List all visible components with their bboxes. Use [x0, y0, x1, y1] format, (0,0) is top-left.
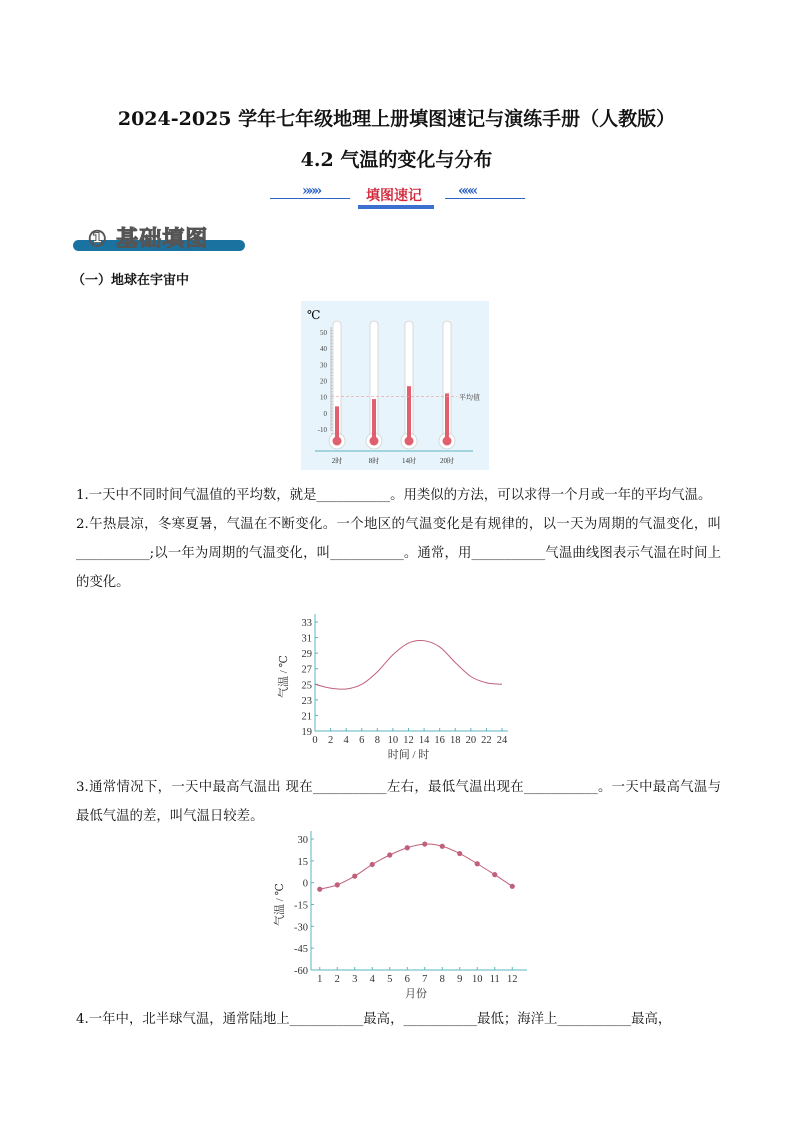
document-title: 2024-2025 学年七年级地理上册填图速记与演练手册（人教版）: [117, 108, 676, 130]
x-tick-label: 2: [334, 974, 340, 985]
y-tick-label: 29: [301, 649, 312, 661]
x-tick-label: 18: [450, 735, 461, 746]
x-tick-label: 3: [352, 974, 358, 985]
question-4: 4.一年中，北半球气温，通常陆地上___________最高，___________最低；海洋上___________最高，: [76, 1012, 672, 1027]
y-tick-label: 27: [301, 664, 312, 676]
figure-background: [301, 301, 489, 470]
x-tick-label: 7: [422, 974, 428, 985]
data-point: [352, 874, 357, 879]
time-label: 14时: [402, 457, 416, 465]
data-point: [317, 887, 322, 892]
thermometer-figure: [301, 301, 489, 470]
time-label: 2时: [331, 457, 343, 465]
y-tick-label: 15: [297, 856, 308, 868]
question-1: 1.一天中不同时间气温值的平均数，就是___________。用类似的方法，可以求得一个月或一年的平均气温。: [76, 488, 712, 503]
data-point: [475, 861, 480, 866]
data-point: [510, 884, 515, 889]
x-tick-label: 4: [369, 974, 375, 985]
y-tick-label: 23: [301, 695, 312, 707]
x-tick-label: 9: [457, 974, 463, 985]
y-tick-label: -45: [294, 944, 308, 956]
question-2: 2.午热晨凉，冬寒夏暑，气温在不断变化。一个地区的气温变化是有规律的，以一天为周期的气温变化，叫___________;以一年为周期的气温变化，叫___________。通常，用___________气温曲线图表示气温在时间上的变化。: [76, 517, 721, 590]
data-point: [457, 851, 462, 856]
y-tick-label: -30: [294, 922, 308, 934]
x-tick-label: 24: [496, 735, 508, 746]
chevrons-right-icon: »»»: [302, 183, 320, 199]
unit-label: ℃: [307, 308, 321, 322]
y-tick-label: 19: [301, 727, 312, 738]
x-axis-label: 时间 / 时: [387, 749, 430, 761]
data-point: [440, 844, 445, 849]
data-point: [387, 852, 392, 857]
x-tick-label: 20: [465, 735, 477, 746]
x-tick-label: 4: [343, 735, 349, 746]
y-tick-label: 33: [301, 618, 312, 629]
scale-tick-label: 10: [320, 393, 327, 402]
chevrons-left-icon: «««: [458, 183, 476, 199]
x-tick-label: 8: [439, 974, 445, 985]
x-axis-label: 月份: [405, 988, 427, 1000]
temperature-curve: [320, 844, 513, 889]
mercury-column: [445, 393, 449, 441]
banner-line-right: [445, 198, 525, 199]
x-tick-label: 16: [434, 735, 445, 746]
mercury-bulb: [443, 437, 452, 446]
scale-tick-label: 30: [320, 361, 327, 370]
daily-temperature-chart: [270, 605, 520, 765]
lesson-subtitle: 4.2 气温的变化与分布: [300, 149, 493, 171]
x-tick-label: 12: [403, 735, 414, 746]
annual-temperature-chart: [265, 830, 530, 1002]
y-tick-label: -15: [294, 900, 308, 912]
x-tick-label: 2: [327, 735, 334, 746]
banner-label: 填图速记: [366, 188, 422, 204]
question-3: 3.通常情况下，一天中最高气温出 现在___________左右，最低气温出现在___________。一天中最高气温与最低气温的差，叫气温日较差。: [76, 780, 721, 824]
y-tick-label: 31: [301, 633, 312, 645]
average-label: 平均值: [459, 393, 480, 402]
scale-tick-label: 50: [320, 329, 327, 337]
mercury-bulb: [370, 437, 379, 446]
mercury-column: [407, 386, 411, 441]
data-point: [370, 862, 375, 867]
y-tick-label: 21: [301, 711, 312, 723]
x-tick-label: 14: [418, 735, 430, 746]
x-tick-label: 10: [387, 735, 399, 746]
scale-tick-label: 20: [320, 377, 327, 386]
data-point: [422, 841, 427, 846]
temperature-curve: [315, 640, 502, 689]
x-tick-label: 0: [312, 735, 318, 746]
banner-underline: [358, 205, 434, 209]
data-point: [492, 872, 497, 877]
data-point: [335, 882, 340, 887]
mercury-column: [372, 399, 376, 441]
y-tick-label: 30: [297, 835, 308, 846]
section-badge: ① 基础填图: [88, 227, 209, 252]
y-axis-label: 气温 / ℃: [278, 655, 290, 698]
scale-tick-label: -10: [317, 426, 327, 434]
x-tick-label: 6: [404, 974, 410, 985]
subsection-heading: （一）地球在宇宙中: [72, 273, 190, 288]
x-tick-label: 12: [507, 974, 518, 985]
time-label: 8时: [368, 457, 380, 465]
x-tick-label: 8: [374, 735, 380, 746]
data-point: [405, 845, 410, 850]
x-tick-label: 5: [387, 974, 393, 985]
mercury-bulb: [333, 437, 342, 446]
time-label: 20时: [440, 457, 454, 465]
x-tick-label: 1: [317, 974, 323, 985]
x-tick-label: 6: [359, 735, 365, 746]
mercury-bulb: [405, 437, 414, 446]
x-tick-label: 11: [489, 974, 500, 985]
x-tick-label: 22: [481, 735, 492, 746]
mercury-column: [335, 406, 339, 441]
scale-tick-label: 40: [320, 345, 327, 354]
x-tick-label: 10: [472, 974, 483, 985]
y-tick-label: 25: [301, 680, 312, 692]
scale-tick-label: 0: [323, 409, 327, 418]
y-tick-label: 0: [302, 878, 308, 890]
section-banner: [270, 183, 525, 209]
y-tick-label: -60: [294, 966, 308, 977]
y-axis-label: 气温 / ℃: [274, 883, 286, 926]
